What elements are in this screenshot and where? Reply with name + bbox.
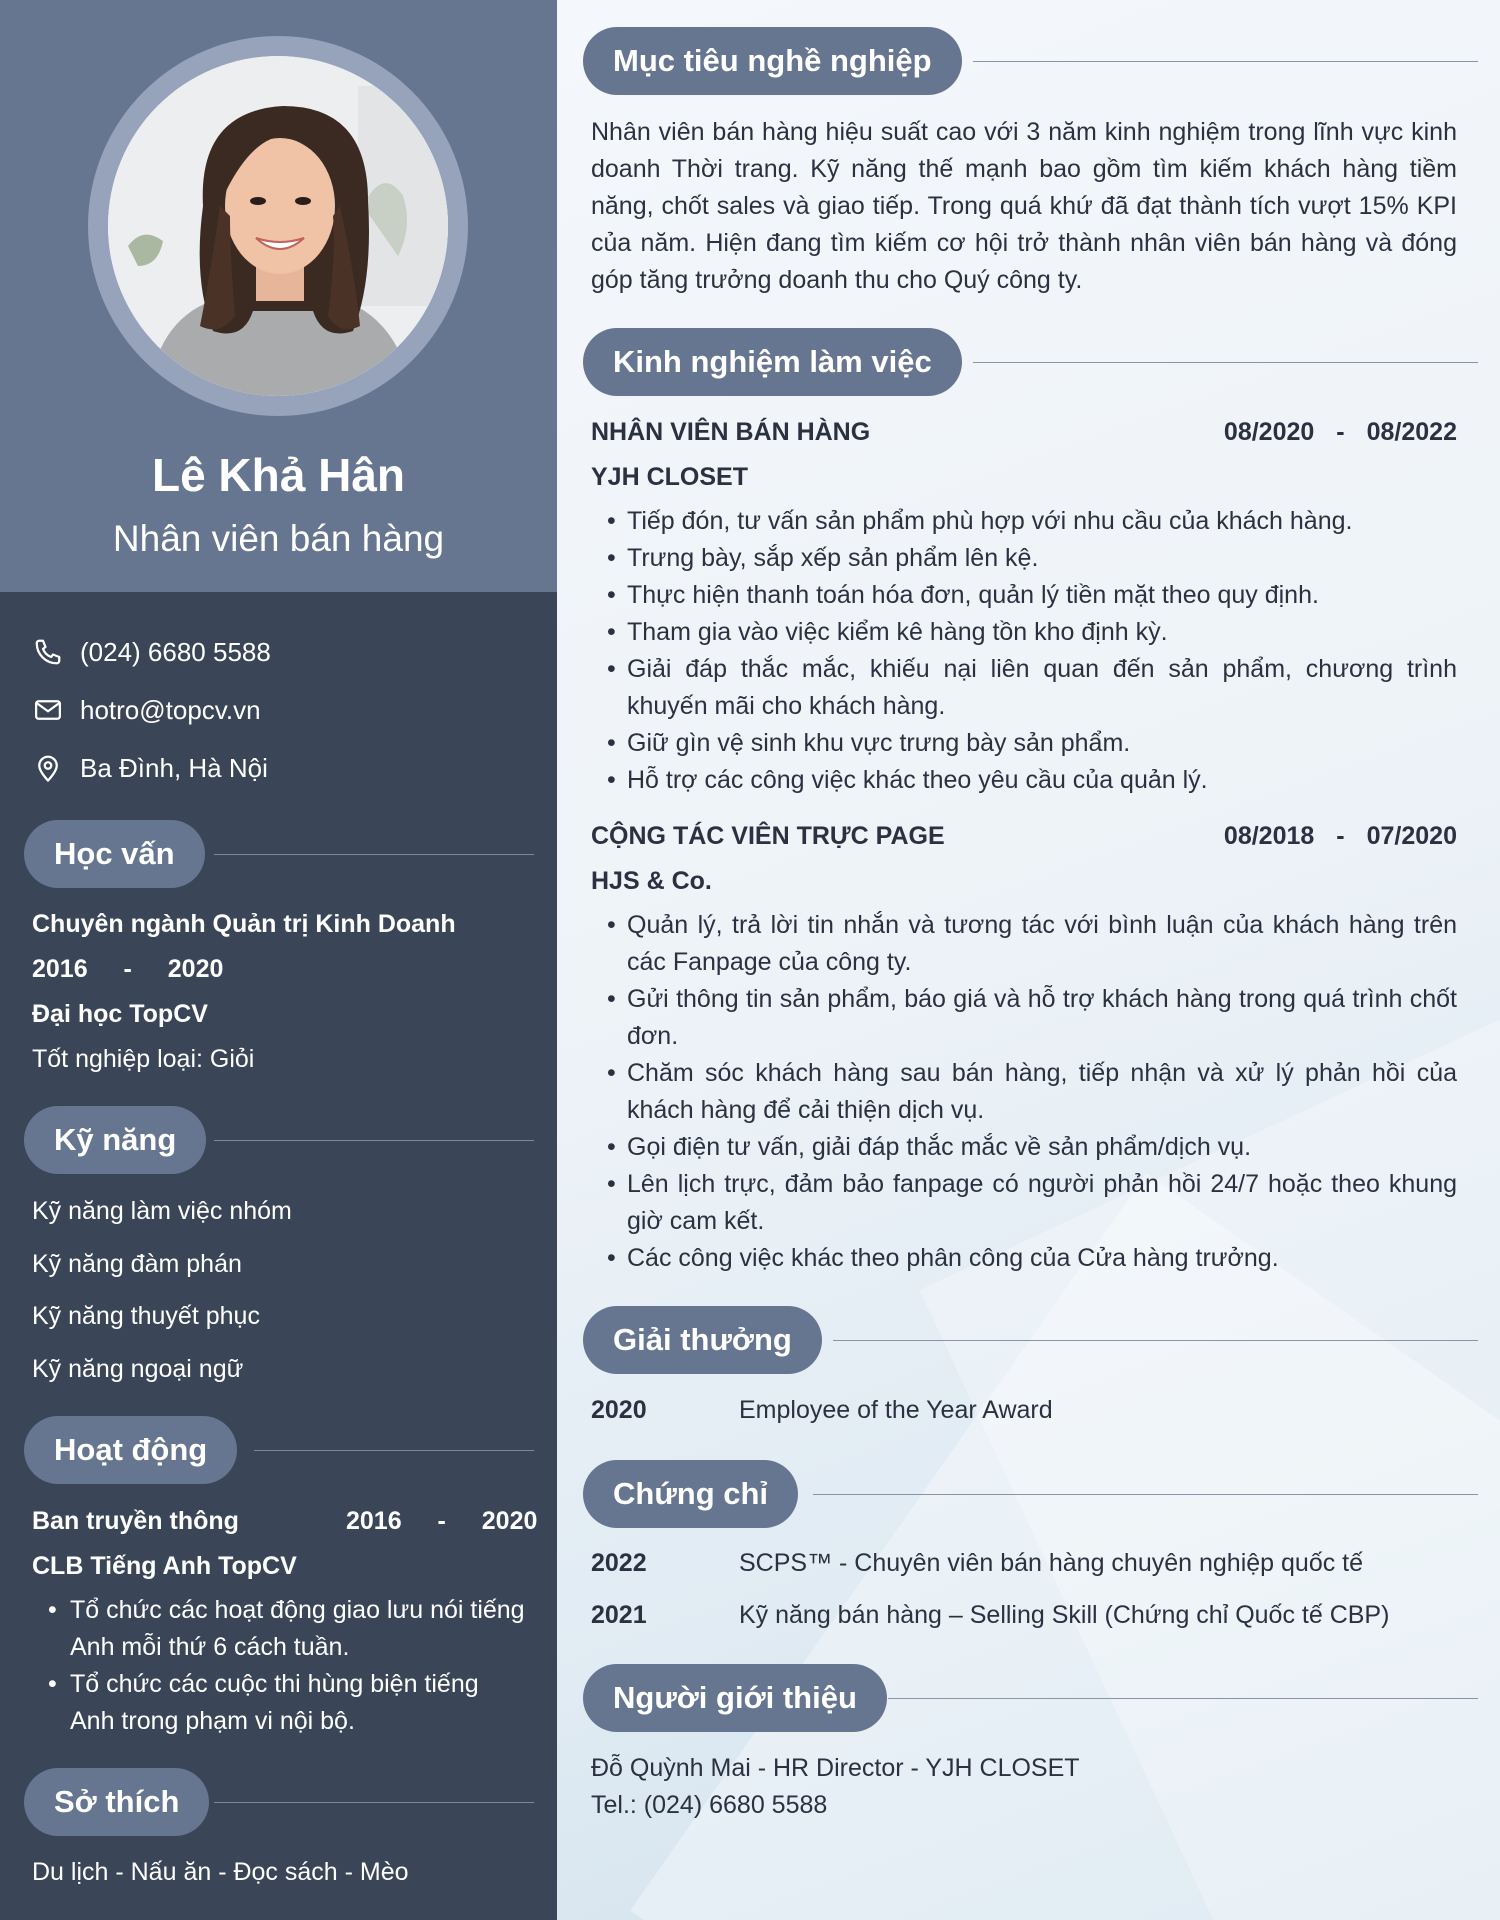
- certificate-text: Kỹ năng bán hàng – Selling Skill (Chứng chỉ Quốc tế CBP): [739, 1601, 1390, 1629]
- job-task: • Chăm sóc khách hàng sau bán hàng, tiếp nhận và xử lý phản hồi của khách hàng để cải thiện dịch vụ.: [607, 1055, 1457, 1129]
- certificate-year: 2021: [591, 1601, 647, 1629]
- job-task-list: [607, 907, 1457, 1277]
- activity-end: 2020: [481, 1507, 538, 1535]
- references-title: Người giới thiệu: [583, 1664, 887, 1732]
- phone-text: (024) 6680 5588: [80, 636, 271, 667]
- reference-name: Đỗ Quỳnh Mai - HR Director - YJH CLOSET: [591, 1754, 1080, 1782]
- job-period: [1224, 822, 1457, 851]
- section-divider: [973, 362, 1478, 363]
- section-divider: [214, 1802, 534, 1803]
- skills-title: Kỹ năng: [24, 1106, 206, 1174]
- education-period: [32, 955, 223, 984]
- activity-item: • Tổ chức các hoạt động giao lưu nói tiếng Anh mỗi thứ 6 cách tuần.: [48, 1592, 528, 1666]
- education-school: Đại học TopCV: [32, 1000, 208, 1028]
- job-end: 07/2020: [1366, 822, 1457, 850]
- mail-icon: [32, 694, 64, 726]
- job-start: 08/2018: [1223, 822, 1315, 850]
- objective-title: Mục tiêu nghề nghiệp: [583, 27, 962, 95]
- activity-start: 2016: [346, 1507, 402, 1535]
- section-divider: [813, 1494, 1478, 1495]
- job-start: 08/2020: [1223, 418, 1315, 446]
- job-task: • Giải đáp thắc mắc, khiếu nại liên quan đến sản phẩm, chương trình khuyến mãi cho khách hàng.: [607, 651, 1457, 725]
- job-end: 08/2022: [1366, 418, 1457, 446]
- activity-dash: -: [437, 1507, 446, 1535]
- contact-address: [32, 748, 268, 788]
- skill-item: Kỹ năng đàm phán: [32, 1250, 242, 1278]
- avatar: [108, 56, 448, 396]
- skill-item: Kỹ năng làm việc nhóm: [32, 1197, 292, 1225]
- phone-icon: [32, 636, 64, 668]
- reference-phone: Tel.: (024) 6680 5588: [591, 1791, 828, 1819]
- job-title: CỘNG TÁC VIÊN TRỰC PAGE: [591, 822, 945, 850]
- skill-item: Kỹ năng ngoại ngữ: [32, 1355, 244, 1383]
- job-dash: -: [1336, 822, 1345, 850]
- section-divider: [214, 854, 534, 855]
- job-header: [591, 822, 1457, 858]
- job-task: • Gọi điện tư vấn, giải đáp thắc mắc về sản phẩm/dịch vụ.: [607, 1129, 1457, 1166]
- education-title: Học vấn: [24, 820, 205, 888]
- hobbies-title: Sở thích: [24, 1768, 209, 1836]
- education-start: 2016: [32, 955, 88, 983]
- award-row: [591, 1396, 1457, 1432]
- education-section-header: [24, 820, 534, 888]
- references-section-header: [583, 1664, 1478, 1732]
- person-name: Lê Khả Hân: [151, 449, 406, 501]
- job-role: Nhân viên bán hàng: [112, 518, 445, 559]
- experience-section-header: [583, 328, 1478, 396]
- certificates-section-header: [583, 1460, 1478, 1528]
- activity-org: CLB Tiếng Anh TopCV: [32, 1552, 297, 1580]
- activities-title: Hoạt động: [24, 1416, 237, 1484]
- job-task: • Gửi thông tin sản phẩm, báo giá và hỗ trợ khách hàng trong quá trình chốt đơn.: [607, 981, 1457, 1055]
- award-text: Employee of the Year Award: [739, 1396, 1053, 1424]
- section-divider: [973, 61, 1478, 62]
- section-divider: [214, 1140, 534, 1141]
- certificate-year: 2022: [591, 1549, 647, 1577]
- activities-section-header: [24, 1416, 534, 1484]
- certificates-title: Chứng chỉ: [583, 1460, 798, 1528]
- objective-text: Nhân viên bán hàng hiệu suất cao với 3 năm kinh nghiệm trong lĩnh vực kinh doanh Thời trang. Kỹ năng thế mạnh bao gồm tìm kiếm khách hàng tiềm năng, chốt sales và giao tiếp. Trong quá khứ đã đạt thành tích vượt 15% KPI của năm. Hiện đang tìm kiếm cơ hội trở thành nhân viên bán hàng và đóng góp tăng trưởng doanh thu cho Quý công ty.: [591, 118, 1457, 294]
- reference-line: [591, 1754, 1457, 1790]
- awards-title: Giải thưởng: [583, 1306, 822, 1374]
- job-task: • Giữ gìn vệ sinh khu vực trưng bày sản phẩm.: [607, 725, 1457, 762]
- job-task-list: [607, 503, 1457, 799]
- contact-phone: [32, 632, 271, 672]
- contact-email: [32, 690, 261, 730]
- job-task: • Hỗ trợ các công việc khác theo yêu cầu của quản lý.: [607, 762, 1457, 799]
- left-sidebar: [0, 0, 557, 1920]
- avatar-photo: [108, 56, 448, 396]
- job-header: [591, 418, 1457, 454]
- awards-section-header: [583, 1306, 1478, 1374]
- job-title: NHÂN VIÊN BÁN HÀNG: [591, 418, 871, 446]
- job-task: • Tham gia vào việc kiểm kê hàng tồn kho định kỳ.: [607, 614, 1457, 651]
- section-divider: [888, 1698, 1478, 1699]
- job-company: YJH CLOSET: [591, 463, 748, 491]
- certificate-row: [591, 1549, 1457, 1585]
- skill-item: Kỹ năng thuyết phục: [32, 1302, 260, 1330]
- hobbies-text: Du lịch - Nấu ăn - Đọc sách - Mèo: [32, 1858, 409, 1886]
- email-text: hotro@topcv.vn: [80, 694, 261, 725]
- hobbies-section-header: [24, 1768, 534, 1836]
- activity-item: • Tổ chức các cuộc thi hùng biện tiếng Anh trong phạm vi nội bộ.: [48, 1666, 528, 1740]
- job-task: • Tiếp đón, tư vấn sản phẩm phù hợp với nhu cầu của khách hàng.: [607, 503, 1457, 540]
- education-grade: Tốt nghiệp loại: Giỏi: [32, 1045, 255, 1073]
- activity-period: [346, 1507, 537, 1536]
- certificate-text: SCPS™ - Chuyên viên bán hàng chuyên nghiệp quốc tế: [739, 1549, 1364, 1577]
- award-year: 2020: [591, 1396, 647, 1424]
- job-dash: -: [1336, 418, 1345, 446]
- objective-section-header: [583, 27, 1478, 95]
- education-major: Chuyên ngành Quản trị Kinh Doanh: [32, 910, 456, 938]
- profile-header: [0, 0, 557, 592]
- section-divider: [833, 1340, 1478, 1341]
- job-task: • Quản lý, trả lời tin nhắn và tương tác với bình luận của khách hàng trên các Fanpage của công ty.: [607, 907, 1457, 981]
- education-end: 2020: [167, 955, 224, 983]
- job-task: • Các công việc khác theo phân công của Cửa hàng trưởng.: [607, 1240, 1457, 1277]
- education-dash: -: [123, 955, 132, 983]
- job-task: • Trưng bày, sắp xếp sản phẩm lên kệ.: [607, 540, 1457, 577]
- certificate-row: [591, 1601, 1457, 1637]
- main-content: [557, 0, 1500, 1920]
- location-pin-icon: [32, 752, 64, 784]
- section-divider: [254, 1450, 534, 1451]
- experience-title: Kinh nghiệm làm việc: [583, 328, 962, 396]
- job-task: • Lên lịch trực, đảm bảo fanpage có người phản hồi 24/7 hoặc theo khung giờ cam kết.: [607, 1166, 1457, 1240]
- job-task: • Thực hiện thanh toán hóa đơn, quản lý tiền mặt theo quy định.: [607, 577, 1457, 614]
- skills-section-header: [24, 1106, 534, 1174]
- job-period: [1224, 418, 1457, 447]
- reference-line: [591, 1791, 1457, 1827]
- job-company: HJS & Co.: [591, 867, 712, 895]
- activity-role: Ban truyền thông: [32, 1507, 239, 1535]
- address-text: Ba Đình, Hà Nội: [80, 752, 268, 783]
